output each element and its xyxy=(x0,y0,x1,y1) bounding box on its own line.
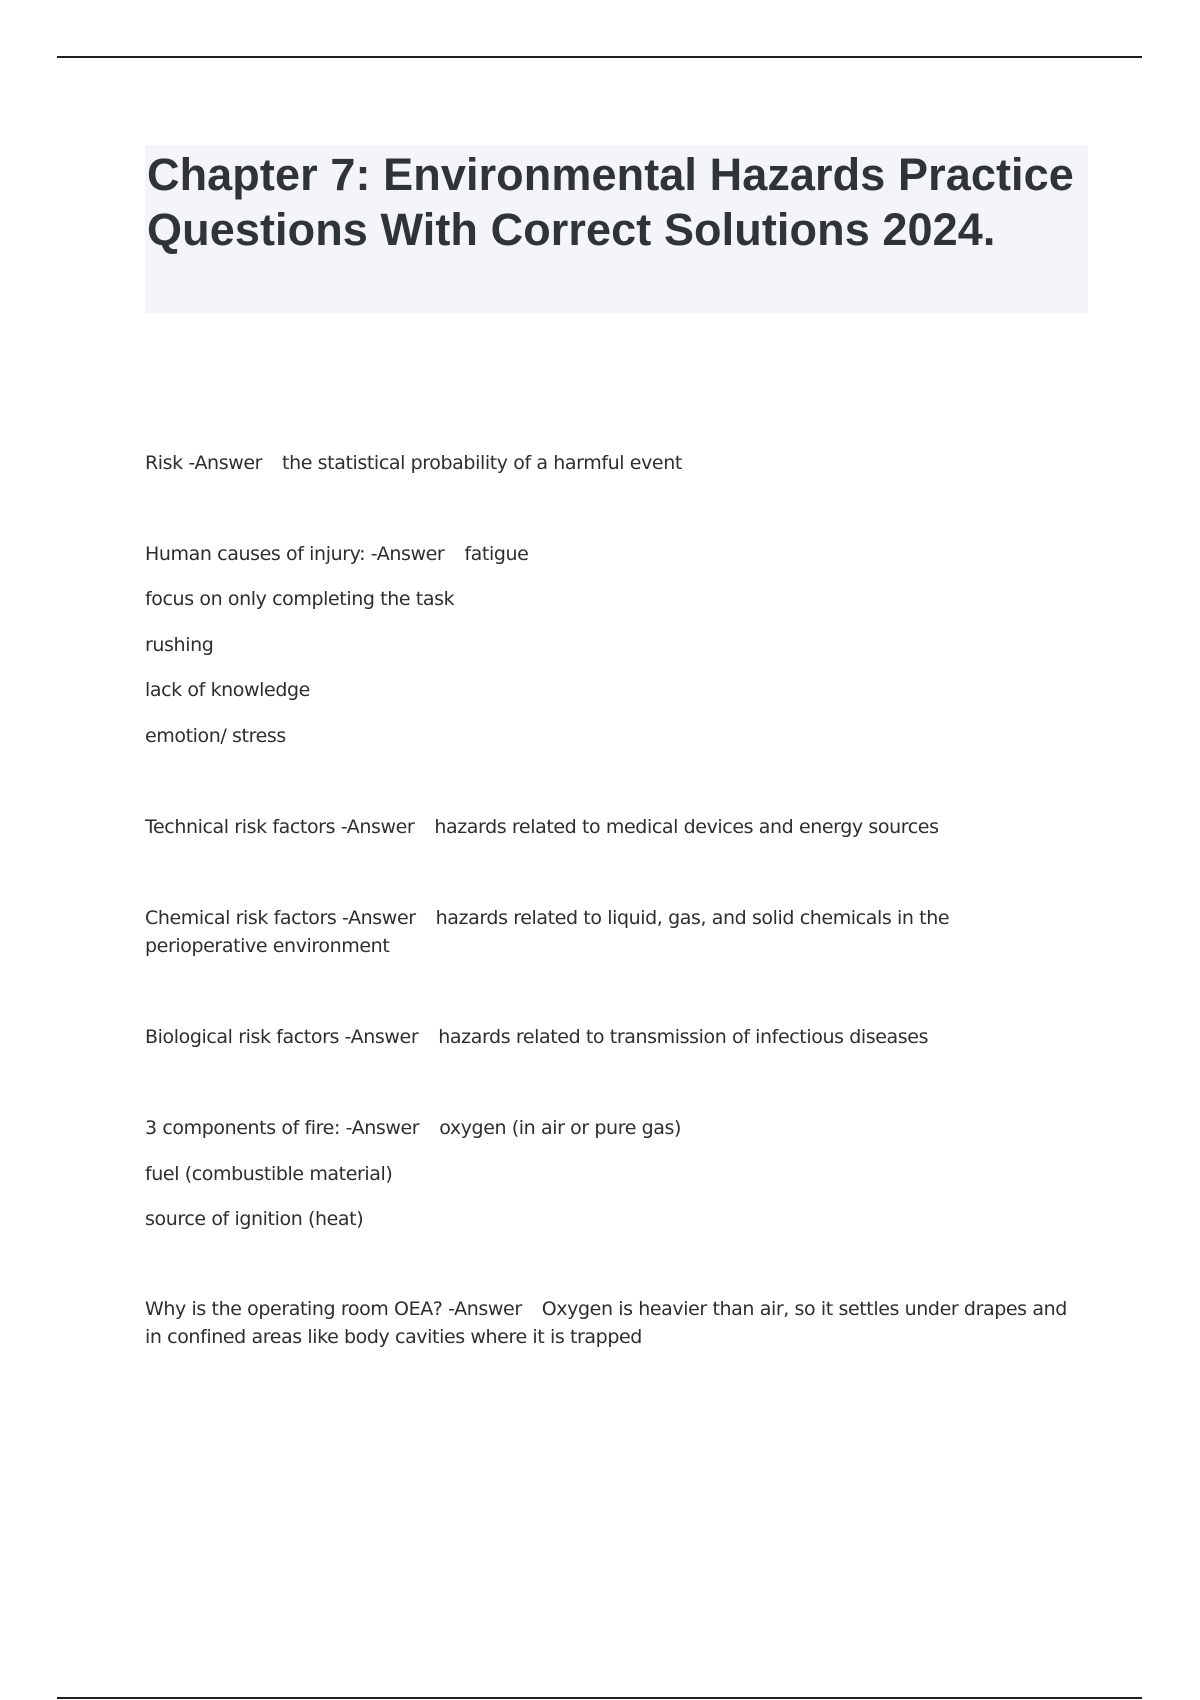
question-text: Why is the operating room OEA? -Answer xyxy=(145,1298,522,1320)
answer-continuation: fuel (combustible material) xyxy=(145,1163,393,1185)
question-text: Human causes of injury: -Answer xyxy=(145,543,445,565)
top-rule xyxy=(57,56,1142,58)
qa-item-oea xyxy=(145,1295,1075,1351)
answer-text: hazards related to transmission of infectious diseases xyxy=(438,1026,929,1048)
qa-item-technical xyxy=(145,813,939,841)
answer-text: fatigue xyxy=(464,543,529,565)
answer-continuation: emotion/ stress xyxy=(145,725,286,747)
answer-text: oxygen (in air or pure gas) xyxy=(439,1117,682,1139)
question-text: Risk -Answer xyxy=(145,452,263,474)
answer-text: Oxygen is heavier than air, so it settles under drapes and in confined areas like body cavities where it is trapped xyxy=(145,1298,1067,1348)
qa-item-biological xyxy=(145,1023,928,1051)
title-block xyxy=(145,145,1088,313)
answer-text: hazards related to medical devices and energy sources xyxy=(434,816,939,838)
qa-item-risk xyxy=(145,449,682,477)
answer-text: the statistical probability of a harmful event xyxy=(282,452,682,474)
question-text: Biological risk factors -Answer xyxy=(145,1026,419,1048)
qa-item-human-causes xyxy=(145,540,528,568)
question-text: Technical risk factors -Answer xyxy=(145,816,415,838)
answer-continuation: rushing xyxy=(145,634,214,656)
answer-text: hazards related to liquid, gas, and solid chemicals in the perioperative environment xyxy=(145,907,950,957)
question-text: Chemical risk factors -Answer xyxy=(145,907,416,929)
bottom-rule xyxy=(57,1697,1142,1699)
answer-continuation: source of ignition (heat) xyxy=(145,1208,364,1230)
qa-item-fire xyxy=(145,1114,681,1142)
qa-item-chemical xyxy=(145,904,1075,960)
question-text: 3 components of fire: -Answer xyxy=(145,1117,420,1139)
answer-continuation: focus on only completing the task xyxy=(145,588,455,610)
answer-continuation: lack of knowledge xyxy=(145,679,310,701)
document-title: Chapter 7: Environmental Hazards Practice Questions With Correct Solutions 2024. xyxy=(147,149,1074,255)
